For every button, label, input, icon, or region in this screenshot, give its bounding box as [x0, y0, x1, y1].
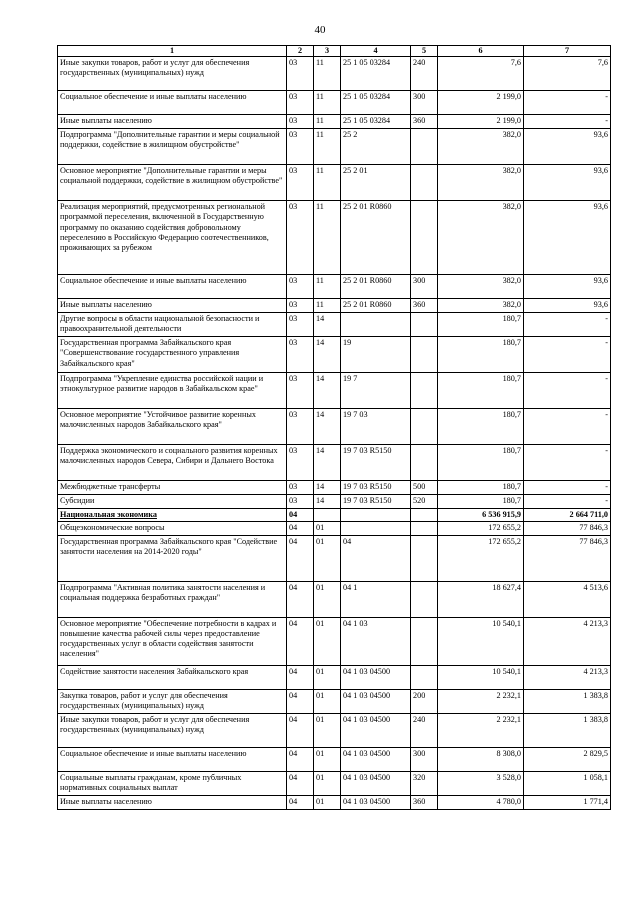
subsection-code: 11 [314, 165, 341, 201]
expense-type-code: 300 [411, 747, 438, 771]
subsection-code: 14 [314, 337, 341, 373]
target-article-code: 19 7 [341, 373, 411, 409]
expense-type-code [411, 509, 438, 522]
row-label: Реализация мероприятий, предусмотренных региональной программой переселения, включенной в Государственную программу по оказанию содействия добровольному переселению в Российскую Федерацию соотечественников, проживающих за рубежом [58, 201, 287, 275]
subsection-code: 01 [314, 581, 341, 617]
section-code: 04 [287, 713, 314, 747]
amount-plan: 180,7 [438, 409, 524, 445]
column-header: 2 [287, 46, 314, 57]
section-code: 03 [287, 313, 314, 337]
amount-plan: 180,7 [438, 337, 524, 373]
section-code: 03 [287, 115, 314, 129]
expense-type-code [411, 409, 438, 445]
subsection-code: 01 [314, 689, 341, 713]
amount-executed: 93,6 [524, 165, 611, 201]
amount-plan: 8 308,0 [438, 747, 524, 771]
table-row [58, 771, 611, 795]
row-label: Субсидии [58, 495, 287, 509]
row-label: Иные выплаты населению [58, 795, 287, 809]
section-code: 04 [287, 771, 314, 795]
amount-plan: 180,7 [438, 495, 524, 509]
amount-executed: - [524, 91, 611, 115]
section-code: 03 [287, 337, 314, 373]
section-code: 03 [287, 409, 314, 445]
amount-plan: 2 232,1 [438, 689, 524, 713]
amount-executed: 77 846,3 [524, 535, 611, 581]
expense-type-code: 500 [411, 481, 438, 495]
section-code: 03 [287, 129, 314, 165]
amount-plan: 180,7 [438, 373, 524, 409]
table-row [58, 373, 611, 409]
amount-executed: - [524, 409, 611, 445]
expense-type-code [411, 129, 438, 165]
row-label: Национальная экономика [58, 509, 287, 522]
section-code: 04 [287, 535, 314, 581]
target-article-code: 04 1 03 [341, 617, 411, 665]
expense-type-code: 360 [411, 115, 438, 129]
target-article-code: 25 1 05 03284 [341, 57, 411, 91]
amount-executed: - [524, 115, 611, 129]
amount-plan: 382,0 [438, 299, 524, 313]
amount-executed: 1 383,8 [524, 689, 611, 713]
row-label: Основное мероприятие "Устойчивое развитие коренных малочисленных народов Забайкальского края" [58, 409, 287, 445]
amount-plan: 180,7 [438, 313, 524, 337]
section-code: 04 [287, 689, 314, 713]
table-row [58, 795, 611, 809]
target-article-code: 25 2 01 [341, 165, 411, 201]
target-article-code [341, 509, 411, 522]
column-header: 3 [314, 46, 341, 57]
section-code: 03 [287, 373, 314, 409]
section-code: 03 [287, 445, 314, 481]
amount-executed: 93,6 [524, 129, 611, 165]
section-code: 04 [287, 795, 314, 809]
target-article-code: 04 1 03 04500 [341, 795, 411, 809]
section-code: 03 [287, 481, 314, 495]
table-row [58, 201, 611, 275]
section-code: 03 [287, 275, 314, 299]
amount-executed: - [524, 373, 611, 409]
expense-type-code [411, 535, 438, 581]
amount-executed: 2 829,5 [524, 747, 611, 771]
table-row [58, 495, 611, 509]
subsection-code: 14 [314, 313, 341, 337]
expense-type-code: 360 [411, 299, 438, 313]
section-code: 04 [287, 522, 314, 535]
table-body [58, 57, 611, 809]
amount-executed: 93,6 [524, 201, 611, 275]
row-label: Подпрограмма "Активная политика занятости населения и социальная поддержка безработных граждан" [58, 581, 287, 617]
subsection-code: 11 [314, 275, 341, 299]
amount-plan: 172 655,2 [438, 522, 524, 535]
expense-type-code [411, 313, 438, 337]
amount-plan: 2 199,0 [438, 91, 524, 115]
subsection-code: 14 [314, 445, 341, 481]
table-row [58, 337, 611, 373]
amount-executed: - [524, 481, 611, 495]
amount-executed: 4 213,3 [524, 665, 611, 689]
row-label: Основное мероприятие "Дополнительные гарантии и меры социальной поддержки, содействие в жилищном обустройстве" [58, 165, 287, 201]
amount-executed: 1 058,1 [524, 771, 611, 795]
row-label: Социальное обеспечение и иные выплаты населению [58, 747, 287, 771]
subsection-code: 14 [314, 481, 341, 495]
target-article-code: 25 1 05 03284 [341, 91, 411, 115]
target-article-code: 19 7 03 [341, 409, 411, 445]
amount-executed: 93,6 [524, 275, 611, 299]
target-article-code: 04 1 03 04500 [341, 747, 411, 771]
subsection-code: 11 [314, 57, 341, 91]
target-article-code: 19 7 03 R5150 [341, 481, 411, 495]
section-code: 04 [287, 665, 314, 689]
target-article-code: 25 2 01 R0860 [341, 275, 411, 299]
amount-executed: 1 771,4 [524, 795, 611, 809]
expense-type-code: 240 [411, 713, 438, 747]
expense-type-code: 520 [411, 495, 438, 509]
subsection-code: 14 [314, 373, 341, 409]
subsection-code: 01 [314, 713, 341, 747]
table-row [58, 313, 611, 337]
row-label: Поддержка экономического и социального развития коренных малочисленных народов Севера, Сибири и Дальнего Востока [58, 445, 287, 481]
table-row [58, 165, 611, 201]
column-header: 5 [411, 46, 438, 57]
amount-plan: 2 199,0 [438, 115, 524, 129]
column-header: 4 [341, 46, 411, 57]
row-label: Подпрограмма "Укрепление единства российской нации и этнокультурное развитие народов в Забайкальском крае" [58, 373, 287, 409]
subsection-code: 01 [314, 747, 341, 771]
column-header: 7 [524, 46, 611, 57]
row-label: Межбюджетные трансферты [58, 481, 287, 495]
section-code: 03 [287, 299, 314, 313]
target-article-code: 19 7 03 R5150 [341, 495, 411, 509]
page-number: 40 [314, 24, 326, 36]
subsection-code [314, 509, 341, 522]
budget-table [57, 45, 611, 810]
section-code: 03 [287, 201, 314, 275]
table-row [58, 522, 611, 535]
table-row [58, 445, 611, 481]
column-header: 6 [438, 46, 524, 57]
row-label: Другие вопросы в области национальной безопасности и правоохранительной деятельности [58, 313, 287, 337]
amount-plan: 3 528,0 [438, 771, 524, 795]
amount-plan: 172 655,2 [438, 535, 524, 581]
amount-executed: 7,6 [524, 57, 611, 91]
amount-plan: 382,0 [438, 165, 524, 201]
amount-executed: - [524, 313, 611, 337]
target-article-code: 04 1 03 04500 [341, 771, 411, 795]
row-label: Государственная программа Забайкальского края "Совершенствование государственного управления Забайкальского края" [58, 337, 287, 373]
section-code: 03 [287, 57, 314, 91]
subsection-code: 01 [314, 535, 341, 581]
subsection-code: 01 [314, 617, 341, 665]
row-label: Закупка товаров, работ и услуг для обеспечения государственных (муниципальных) нужд [58, 689, 287, 713]
target-article-code: 19 [341, 337, 411, 373]
target-article-code: 19 7 03 R5150 [341, 445, 411, 481]
expense-type-code [411, 581, 438, 617]
expense-type-code [411, 445, 438, 481]
row-label: Государственная программа Забайкальского края "Содействие занятости населения на 2014-2020 годы" [58, 535, 287, 581]
amount-executed: 2 664 711,0 [524, 509, 611, 522]
target-article-code: 25 2 01 R0860 [341, 299, 411, 313]
row-label: Социальное обеспечение и иные выплаты населению [58, 275, 287, 299]
row-label: Общеэкономические вопросы [58, 522, 287, 535]
target-article-code: 25 1 05 03284 [341, 115, 411, 129]
table-row [58, 129, 611, 165]
column-header: 1 [58, 46, 287, 57]
section-code: 03 [287, 91, 314, 115]
table-row [58, 509, 611, 522]
row-label: Иные выплаты населению [58, 115, 287, 129]
expense-type-code [411, 617, 438, 665]
amount-executed: - [524, 495, 611, 509]
subsection-code: 11 [314, 201, 341, 275]
table-row [58, 713, 611, 747]
row-label: Иные закупки товаров, работ и услуг для обеспечения государственных (муниципальных) нужд [58, 713, 287, 747]
section-code: 03 [287, 165, 314, 201]
expense-type-code: 320 [411, 771, 438, 795]
expense-type-code [411, 522, 438, 535]
amount-plan: 180,7 [438, 481, 524, 495]
target-article-code: 04 1 03 04500 [341, 665, 411, 689]
subsection-code: 11 [314, 129, 341, 165]
target-article-code: 04 1 03 04500 [341, 689, 411, 713]
subsection-code: 01 [314, 522, 341, 535]
section-code: 04 [287, 617, 314, 665]
table-row [58, 581, 611, 617]
amount-executed: 1 383,8 [524, 713, 611, 747]
target-article-code: 04 [341, 535, 411, 581]
target-article-code: 25 2 01 R0860 [341, 201, 411, 275]
section-code: 03 [287, 495, 314, 509]
expense-type-code: 300 [411, 275, 438, 299]
expense-type-code [411, 201, 438, 275]
section-code: 04 [287, 581, 314, 617]
amount-plan: 7,6 [438, 57, 524, 91]
amount-plan: 18 627,4 [438, 581, 524, 617]
expense-type-code: 200 [411, 689, 438, 713]
subsection-code: 01 [314, 771, 341, 795]
amount-plan: 10 540,1 [438, 665, 524, 689]
row-label: Социальные выплаты гражданам, кроме публичных нормативных социальных выплат [58, 771, 287, 795]
expense-type-code [411, 665, 438, 689]
amount-executed: 77 846,3 [524, 522, 611, 535]
table-row [58, 689, 611, 713]
row-label: Социальное обеспечение и иные выплаты населению [58, 91, 287, 115]
amount-plan: 2 232,1 [438, 713, 524, 747]
target-article-code: 04 1 03 04500 [341, 713, 411, 747]
table-row [58, 481, 611, 495]
amount-executed: 93,6 [524, 299, 611, 313]
amount-plan: 10 540,1 [438, 617, 524, 665]
subsection-code: 01 [314, 795, 341, 809]
amount-executed: 4 213,3 [524, 617, 611, 665]
table-row [58, 275, 611, 299]
expense-type-code [411, 373, 438, 409]
expense-type-code [411, 337, 438, 373]
target-article-code: 25 2 [341, 129, 411, 165]
amount-plan: 382,0 [438, 129, 524, 165]
section-code: 04 [287, 509, 314, 522]
target-article-code [341, 313, 411, 337]
row-label: Иные выплаты населению [58, 299, 287, 313]
subsection-code: 14 [314, 495, 341, 509]
header-row [58, 46, 611, 57]
expense-type-code: 240 [411, 57, 438, 91]
table-row [58, 299, 611, 313]
amount-plan: 6 536 915,9 [438, 509, 524, 522]
table-row [58, 747, 611, 771]
subsection-code: 14 [314, 409, 341, 445]
row-label: Основное мероприятие "Обеспечение потребности в кадрах и повышение качества рабочей силы через предоставление государственных услуг в области содействия занятости населения" [58, 617, 287, 665]
table-row [58, 535, 611, 581]
amount-executed: 4 513,6 [524, 581, 611, 617]
section-code: 04 [287, 747, 314, 771]
subsection-code: 11 [314, 299, 341, 313]
row-label: Иные закупки товаров, работ и услуг для обеспечения государственных (муниципальных) нужд [58, 57, 287, 91]
row-label: Подпрограмма "Дополнительные гарантии и меры социальной поддержки, содействие в жилищном обустройстве" [58, 129, 287, 165]
amount-executed: - [524, 445, 611, 481]
subsection-code: 11 [314, 115, 341, 129]
target-article-code [341, 522, 411, 535]
row-label: Содействие занятости населения Забайкальского края [58, 665, 287, 689]
table-row [58, 409, 611, 445]
amount-plan: 180,7 [438, 445, 524, 481]
table-row [58, 665, 611, 689]
amount-plan: 4 780,0 [438, 795, 524, 809]
table-row [58, 617, 611, 665]
target-article-code: 04 1 [341, 581, 411, 617]
table-row [58, 57, 611, 91]
amount-plan: 382,0 [438, 275, 524, 299]
subsection-code: 11 [314, 91, 341, 115]
expense-type-code [411, 165, 438, 201]
amount-executed: - [524, 337, 611, 373]
expense-type-code: 360 [411, 795, 438, 809]
subsection-code: 01 [314, 665, 341, 689]
expense-type-code: 300 [411, 91, 438, 115]
table-row [58, 91, 611, 115]
table-row [58, 115, 611, 129]
amount-plan: 382,0 [438, 201, 524, 275]
